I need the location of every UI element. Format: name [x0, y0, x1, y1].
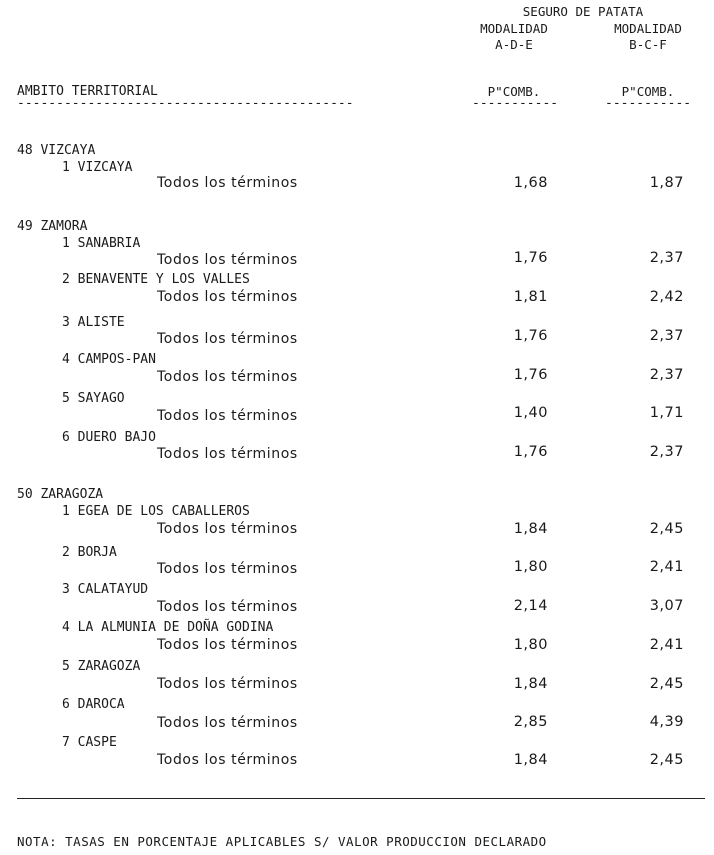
comarca-name: 2 BENAVENTE Y LOS VALLES — [62, 272, 250, 287]
value-ade: 1,76 — [513, 328, 548, 344]
value-bcf: 1,87 — [649, 175, 684, 191]
term-text: Todos los términos — [157, 752, 298, 768]
bottom-divider — [17, 798, 705, 799]
value-bcf: 2,37 — [649, 250, 684, 266]
comarca-name: 7 CASPE — [62, 735, 117, 750]
seguro-title: SEGURO DE PATATA — [522, 4, 644, 19]
col2-unit: P"COMB. — [621, 84, 675, 99]
col2-dashes: ----------- — [605, 96, 692, 111]
comarca-name: 3 CALATAYUD — [62, 582, 149, 597]
footnote: NOTA: TASAS EN PORCENTAJE APLICABLES S/ VALOR PRODUCCION DECLARADO — [17, 834, 547, 849]
value-bcf: 2,37 — [649, 367, 684, 383]
term-text: Todos los términos — [157, 521, 298, 537]
term-text: Todos los términos — [157, 289, 298, 305]
value-ade: 1,84 — [513, 676, 548, 692]
value-bcf: 1,71 — [649, 405, 684, 421]
comarca-name: 5 ZARAGOZA — [62, 659, 141, 674]
value-ade: 2,85 — [513, 714, 548, 730]
comarca-name: 1 SANABRIA — [62, 236, 141, 251]
term-text: Todos los términos — [157, 408, 298, 424]
value-ade: 1,76 — [513, 250, 548, 266]
value-ade: 1,40 — [513, 405, 548, 421]
province-name: 50 ZARAGOZA — [17, 487, 104, 502]
comarca-name: 5 SAYAGO — [62, 391, 125, 406]
comarca-name: 4 LA ALMUNIA DE DOÑA GODINA — [62, 620, 274, 635]
comarca-name: 2 BORJA — [62, 545, 117, 560]
col2-modalidad: MODALIDAD — [614, 21, 682, 36]
ambito-label: AMBITO TERRITORIAL — [17, 84, 158, 99]
col1-modalidad: MODALIDAD — [480, 21, 548, 36]
col2-code: B-C-F — [629, 37, 667, 52]
term-text: Todos los términos — [157, 561, 298, 577]
value-bcf: 2,45 — [649, 752, 684, 768]
value-ade: 1,68 — [513, 175, 548, 191]
value-ade: 1,84 — [513, 752, 548, 768]
term-text: Todos los términos — [157, 331, 298, 347]
value-bcf: 2,37 — [649, 444, 684, 460]
value-bcf: 2,41 — [649, 559, 684, 575]
comarca-name: 1 EGEA DE LOS CABALLEROS — [62, 504, 250, 519]
value-bcf: 2,41 — [649, 637, 684, 653]
term-text: Todos los términos — [157, 175, 298, 191]
term-text: Todos los términos — [157, 676, 298, 692]
comarca-name: 1 VIZCAYA — [62, 160, 133, 175]
province-name: 49 ZAMORA — [17, 219, 88, 234]
value-bcf: 4,39 — [649, 714, 684, 730]
value-ade: 1,76 — [513, 367, 548, 383]
value-bcf: 2,42 — [649, 289, 684, 305]
comarca-name: 3 ALISTE — [62, 315, 125, 330]
col1-unit: P"COMB. — [487, 84, 541, 99]
value-ade: 1,84 — [513, 521, 548, 537]
ambito-dashes: ------------------------------------------- — [17, 96, 354, 111]
col1-dashes: ----------- — [472, 96, 559, 111]
value-ade: 1,76 — [513, 444, 548, 460]
comarca-name: 6 DUERO BAJO — [62, 430, 156, 445]
comarca-name: 6 DAROCA — [62, 697, 125, 712]
term-text: Todos los términos — [157, 599, 298, 615]
value-bcf: 2,45 — [649, 676, 684, 692]
value-ade: 2,14 — [513, 598, 548, 614]
value-ade: 1,80 — [513, 559, 548, 575]
value-ade: 1,81 — [513, 289, 548, 305]
term-text: Todos los términos — [157, 369, 298, 385]
comarca-name: 4 CAMPOS-PAN — [62, 352, 156, 367]
value-bcf: 2,37 — [649, 328, 684, 344]
term-text: Todos los términos — [157, 252, 298, 268]
col1-code: A-D-E — [495, 37, 533, 52]
value-bcf: 2,45 — [649, 521, 684, 537]
term-text: Todos los términos — [157, 715, 298, 731]
value-ade: 1,80 — [513, 637, 548, 653]
province-name: 48 VIZCAYA — [17, 143, 96, 158]
value-bcf: 3,07 — [649, 598, 684, 614]
term-text: Todos los términos — [157, 446, 298, 462]
term-text: Todos los términos — [157, 637, 298, 653]
